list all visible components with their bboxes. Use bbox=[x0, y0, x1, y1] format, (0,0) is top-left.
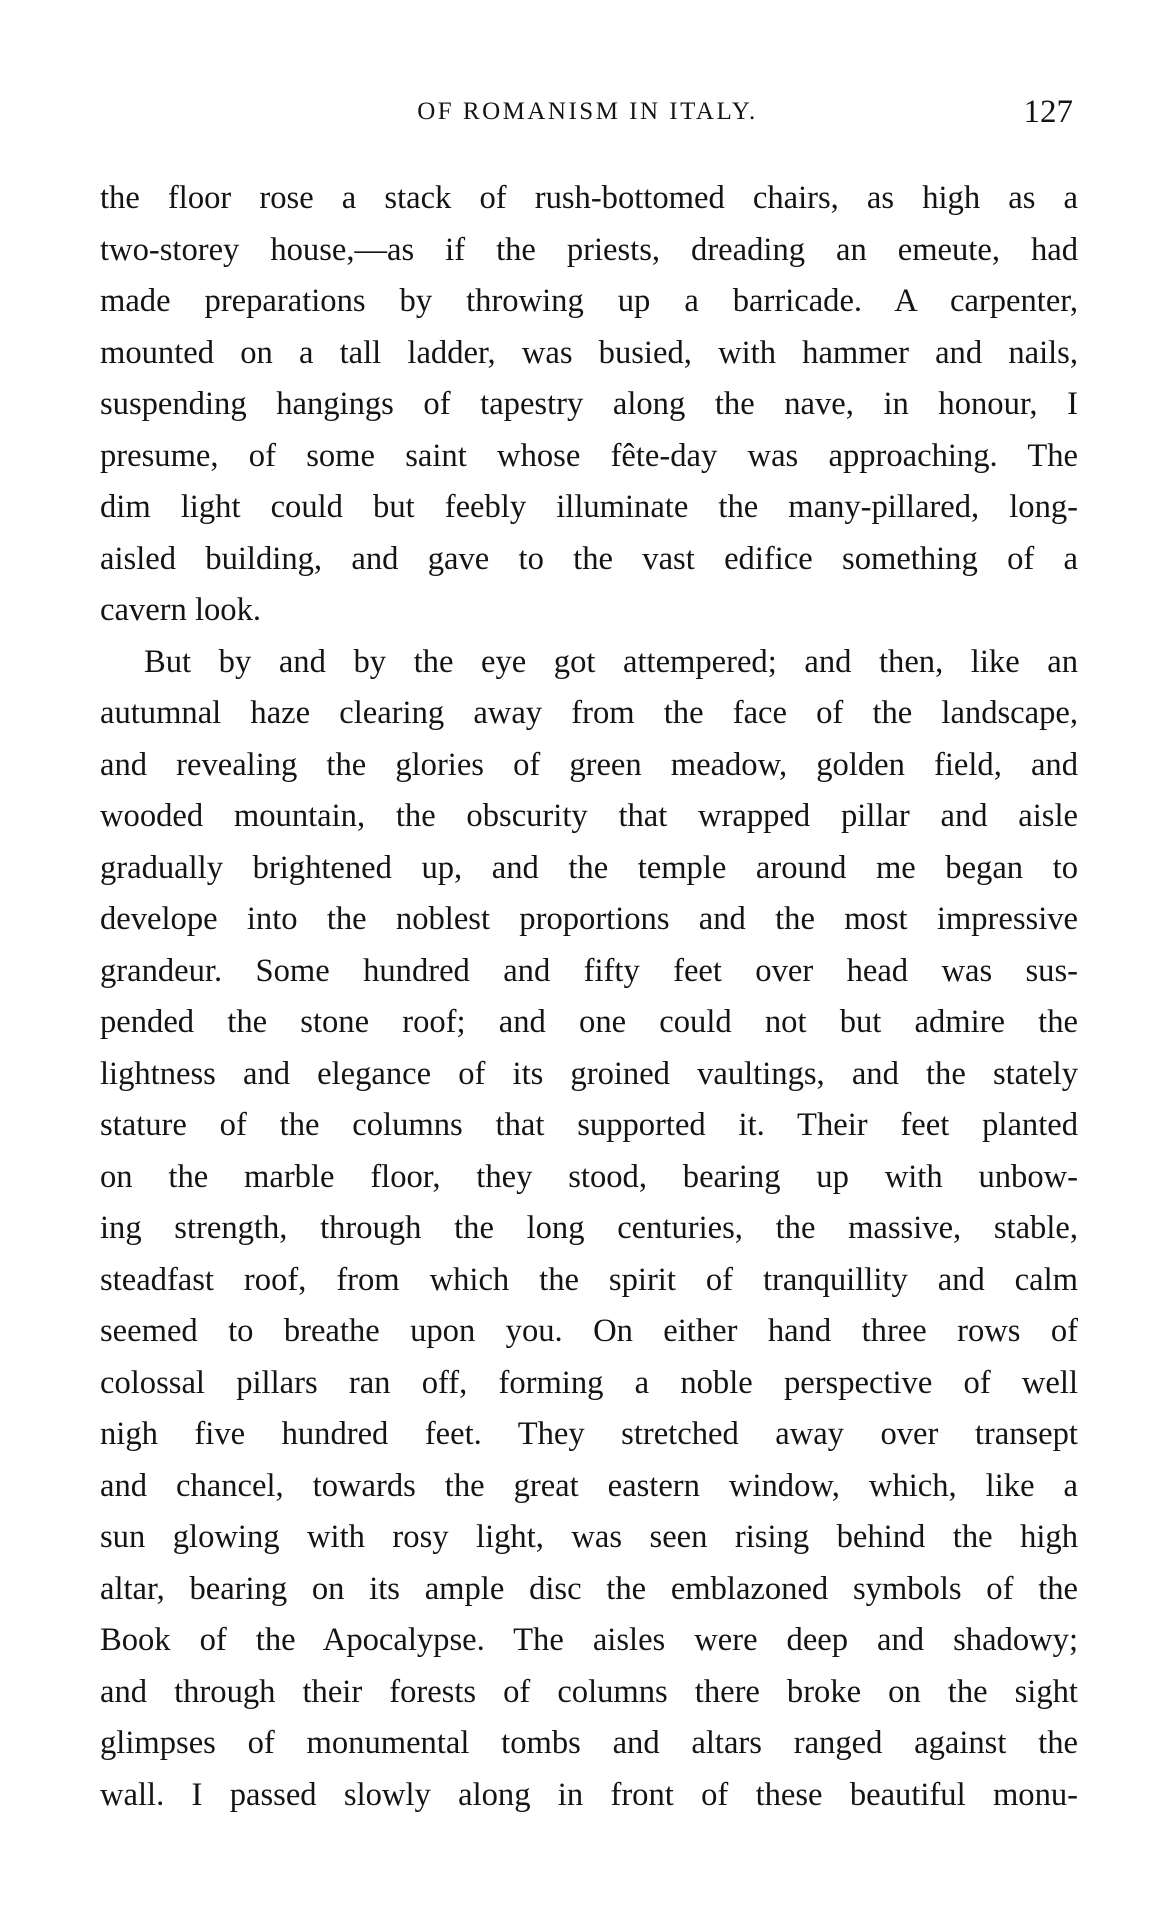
text-line: autumnal haze clearing away from the face of the landscape, bbox=[100, 695, 1078, 731]
text-line: nigh five hundred feet. They stretched away over transept bbox=[100, 1416, 1078, 1452]
body-text bbox=[100, 173, 1078, 1821]
text-line: Book of the Apocalypse. The aisles were deep and shadowy; bbox=[100, 1622, 1078, 1658]
text-line: dim light could but feebly illuminate the many-pillared, long- bbox=[100, 489, 1078, 525]
text-line: ing strength, through the long centuries, the massive, stable, bbox=[100, 1210, 1078, 1246]
text-line: cavern look. bbox=[100, 592, 262, 628]
running-title: OF ROMANISM IN ITALY. bbox=[417, 98, 758, 125]
text-line: two-storey house,—as if the priests, dreading an emeute, had bbox=[100, 231, 1078, 268]
text-line: altar, bearing on its ample disc the emblazoned symbols of the bbox=[100, 1570, 1078, 1607]
paragraph-1 bbox=[100, 173, 1078, 637]
text-line: aisled building, and gave to the vast edifice something of a bbox=[100, 540, 1078, 577]
text-line: and chancel, towards the great eastern window, which, like a bbox=[100, 1467, 1078, 1504]
text-line: on the marble floor, they stood, bearing up with unbow- bbox=[100, 1158, 1078, 1195]
text-line: presume, of some saint whose fête-day was approaching. The bbox=[100, 437, 1078, 474]
text-line: wall. I passed slowly along in front of these beautiful monu- bbox=[100, 1776, 1078, 1813]
text-line: stature of the columns that supported it. Their feet planted bbox=[100, 1107, 1078, 1143]
text-line: seemed to breathe upon you. On either hand three rows of bbox=[100, 1313, 1078, 1349]
text-line: grandeur. Some hundred and fifty feet over head was sus- bbox=[100, 952, 1078, 989]
paragraph-2 bbox=[100, 637, 1078, 1822]
text-line: suspending hangings of tapestry along the nave, in honour, I bbox=[100, 386, 1078, 422]
text-line: made preparations by throwing up a barricade. A carpenter, bbox=[100, 283, 1078, 319]
text-line: lightness and elegance of its groined vaultings, and the stately bbox=[100, 1055, 1078, 1092]
text-line: sun glowing with rosy light, was seen rising behind the high bbox=[100, 1519, 1078, 1555]
running-head bbox=[100, 92, 1075, 132]
text-line: pended the stone roof; and one could not but admire the bbox=[100, 1004, 1078, 1040]
text-line: and through their forests of columns there broke on the sight bbox=[100, 1673, 1078, 1710]
text-line: develope into the noblest proportions and the most impressive bbox=[100, 901, 1078, 937]
text-line: But by and by the eye got attempered; and then, like an bbox=[144, 643, 1078, 680]
text-line: steadfast roof, from which the spirit of tranquillity and calm bbox=[100, 1261, 1078, 1298]
text-line: the floor rose a stack of rush-bottomed chairs, as high as a bbox=[100, 180, 1078, 216]
page-number: 127 bbox=[1023, 94, 1073, 130]
text-line: wooded mountain, the obscurity that wrapped pillar and aisle bbox=[100, 798, 1078, 834]
text-line: colossal pillars ran off, forming a noble perspective of well bbox=[100, 1364, 1078, 1401]
text-line: glimpses of monumental tombs and altars ranged against the bbox=[100, 1725, 1078, 1761]
text-line: mounted on a tall ladder, was busied, with hammer and nails, bbox=[100, 334, 1078, 371]
text-line: gradually brightened up, and the temple around me began to bbox=[100, 849, 1078, 886]
text-line: and revealing the glories of green meadow, golden field, and bbox=[100, 746, 1078, 783]
